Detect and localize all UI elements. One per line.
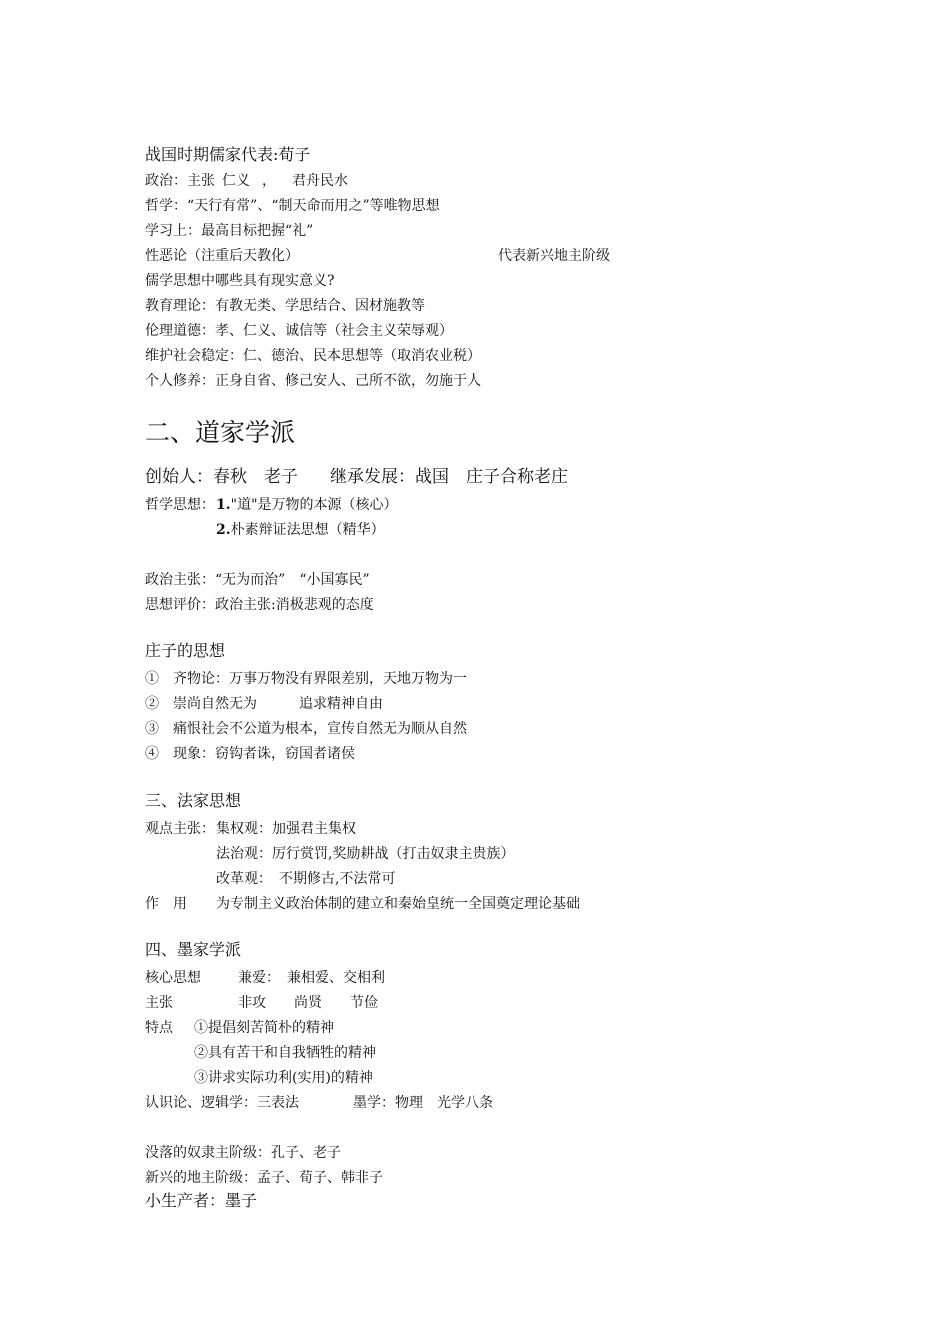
mohist-core-label: 核心思想 (145, 970, 201, 986)
zhuangzi-item: ④ 现象：窃钩者诛，窃国者诸侯 (145, 746, 355, 762)
legalist-heading: 三、法家思想 (145, 791, 242, 810)
xunzi-xingelun: 性恶论（注重后天教化） (145, 248, 299, 264)
confucian-question: 儒学思想中哪些具有现实意义? (145, 273, 335, 289)
small-producers: 小生产者：墨子 (145, 1191, 258, 1210)
daoist-heading: 二、道家学派 (145, 418, 296, 447)
legalist-reform: 改革观： 不期修古,不法常可 (216, 871, 396, 887)
mohist-feature: ③讲求实际功利(实用)的精神 (194, 1070, 373, 1086)
xunzi-junzhou: 君舟民水 (292, 173, 348, 189)
social-stability: 维护社会稳定：仁、德治、民本思想等（取消农业税） (145, 348, 481, 364)
xunzi-politics-label: 政治：主张 (145, 173, 215, 189)
mohist-feature-label: 特点 (145, 1020, 173, 1036)
daoist-successor: 继承发展：战国 庄子合称老庄 (330, 467, 568, 487)
legalist-effect: 为专制主义政治体制的建立和秦始皇统一全国奠定理论基础 (216, 896, 580, 912)
daoist-point-1-text: "道"是万物的本源（核心） (230, 497, 398, 513)
zhuangzi-heading: 庄子的思想 (145, 641, 226, 660)
xunzi-comma: ， (262, 173, 276, 189)
zhuangzi-item: ② 崇尚自然无为 追求精神自由 (145, 696, 383, 712)
ethics: 伦理道德：孝、仁义、诚信等（社会主义荣辱观） (145, 323, 453, 339)
rising-landlord-class: 新兴的地主阶级：孟子、荀子、韩非子 (145, 1170, 383, 1186)
zhuangzi-item: ③ 痛恨社会不公道为根本，宣传自然无为顺从自然 (145, 721, 467, 737)
daoist-point-1 (216, 496, 398, 514)
daoist-point-1-number: 1. (216, 497, 231, 513)
daoist-founder: 创始人：春秋 老子 (145, 467, 298, 487)
legalist-centralization: 集权观：加强君主集权 (216, 821, 356, 837)
mohist-heading: 四、墨家学派 (145, 940, 242, 959)
daoist-point-2 (216, 521, 385, 539)
legalist-effect-label: 作 用 (145, 896, 187, 912)
mohist-feature: ②具有苦干和自我牺牲的精神 (194, 1045, 376, 1061)
mohist-feature: ①提倡刻苦简朴的精神 (194, 1020, 334, 1036)
legalist-rule-of-law: 法治观：厉行赏罚,奖励耕战（打击奴隶主贵族） (216, 846, 515, 862)
declining-slaveholder-class: 没落的奴隶主阶级：孔子、老子 (145, 1145, 341, 1161)
daoist-philosophy-label: 哲学思想： (145, 497, 215, 513)
zhuangzi-item: ① 齐物论：万事万物没有界限差别，天地万物为一 (145, 671, 467, 687)
mohist-epistemology: 认识论、逻辑学：三表法 (145, 1095, 299, 1111)
xunzi-heading: 战国时期儒家代表:荀子 (145, 145, 311, 164)
daoist-politics: 政治主张：“无为而治” “小国寡民” (145, 572, 370, 588)
xunzi-renyi: 仁义 (222, 173, 250, 189)
daoist-point-2-number: 2. (216, 522, 231, 538)
mohist-science: 墨学：物理 光学八条 (353, 1095, 493, 1111)
education-theory: 教育理论：有教无类、学思结合、因材施教等 (145, 298, 425, 314)
xunzi-learning: 学习上：最高目标把握“礼” (145, 223, 314, 239)
daoist-evaluation: 思想评价：政治主张:消极悲观的态度 (145, 597, 374, 613)
self-cultivation: 个人修养：正身自省、修己安人、己所不欲，勿施于人 (145, 373, 481, 389)
mohist-proposal-label: 主张 (145, 995, 173, 1011)
xunzi-philosophy: 哲学：“天行有常”、“制天命而用之”等唯物思想 (145, 198, 440, 214)
mohist-proposal: 非攻 尚贤 节俭 (238, 995, 378, 1011)
xunzi-class: 代表新兴地主阶级 (498, 248, 610, 264)
daoist-point-2-text: 朴素辩证法思想（精华） (230, 522, 385, 538)
legalist-view-label: 观点主张： (145, 821, 215, 837)
mohist-core: 兼爱： 兼相爱、交相利 (238, 970, 385, 986)
